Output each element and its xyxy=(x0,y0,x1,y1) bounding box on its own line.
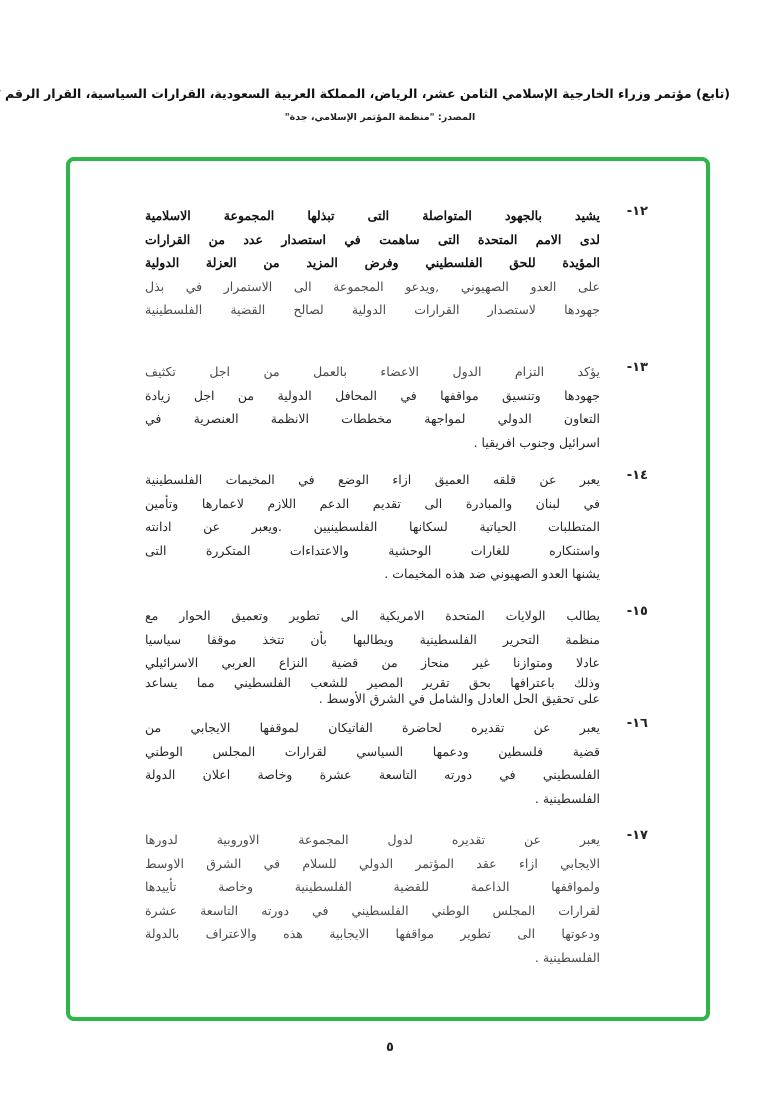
item-number: ١٤- xyxy=(626,468,648,483)
item-line: المتطلبات الحياتية لسكانها الفلسطينيين .ويعبر عن ادانته xyxy=(145,519,600,534)
item-line: الفلسطيني في دورته التاسعة عشرة وخاصة اعلان الدولة xyxy=(145,767,600,782)
resolution-item-13 xyxy=(145,360,648,454)
item-line: التعاون الدولي لمواجهة مخططات الانظمة العنصرية في xyxy=(145,411,600,426)
resolution-item-17 xyxy=(145,828,648,969)
item-line: واستنكاره للغارات الوحشية والاعتداءات المتكررة التى xyxy=(145,542,600,558)
page-number: ٥ xyxy=(386,1040,394,1055)
item-number: ١٢- xyxy=(626,204,648,219)
item-line: يعبر عن تقديره لدول المجموعة الاوروبية لدورها xyxy=(145,832,600,847)
item-line: اسرائيل وجنوب افريقيا . xyxy=(473,434,600,450)
item-line: جهودها لاستصدار القرارات الدولية لصالح القضية الفلسطينية xyxy=(145,302,600,317)
item-line: قضية فلسطين ودعمها السياسي لقرارات المجلس الوطني xyxy=(145,743,600,759)
item-line: لدى الامم المتحدة التى ساهمت في استصدار عدد من القرارات xyxy=(145,231,600,247)
item-line: عادلا ومتوازنا غير منحاز من قضية النزاع العربي الاسرائيلي xyxy=(145,655,600,670)
item-line: الايجابي ازاء عقد المؤتمر الدولي للسلام في الشرق الاوسط xyxy=(145,855,600,871)
item-line: في لبنان والمبادرة الى تقديم الدعم اللازم لاعمارها وتأمين xyxy=(145,495,600,511)
item-line: يعبر عن قلقه العميق ازاء الوضع في المخيمات الفلسطينية xyxy=(145,472,600,487)
resolution-item-12 xyxy=(145,204,648,322)
item-line: يشيد بالجهود المتواصلة التى تبذلها المجموعة الاسلامية xyxy=(145,208,600,223)
item-line: ولمواقفها الداعمة للقضية الفلسطينية وخاصة تأييدها xyxy=(145,879,600,894)
item-line: يطالب الولايات المتحدة الامريكية الى تطوير وتعميق الحوار مع xyxy=(145,608,600,623)
item-number: ١٦- xyxy=(626,716,648,731)
resolution-item-14 xyxy=(145,468,648,586)
item-number: ١٥- xyxy=(626,604,648,619)
item-line: على العدو الصهيوني ,ويدعو المجموعة الى الاستمرار في بذل xyxy=(145,278,600,294)
item-line: لقرارات المجلس الوطني الفلسطيني في دورته التاسعة عشرة xyxy=(145,902,600,918)
item-line: الفلسطينية . xyxy=(534,949,600,965)
resolution-item-16 xyxy=(145,716,648,810)
document-source: المصدر: "منظمة المؤتمر الإسلامي، جدة" xyxy=(284,112,476,123)
item-line: الفلسطينية . xyxy=(534,790,600,806)
item-line: جهودها وتنسيق مواقفها في المحافل الدولية من اجل زيادة xyxy=(145,387,600,403)
item-line: يؤكد التزام الدول الاعضاء بالعمل من اجل تكثيف xyxy=(145,364,600,379)
item-line: يعبر عن تقديره لحاضرة الفاتيكان لموقفها الايجابي من xyxy=(145,720,600,735)
item-line: المؤيدة للحق الفلسطيني وفرض المزيد من العزلة الدولية xyxy=(145,255,600,270)
item-line: يشنها العدو الصهيوني ضد هذه المخيمات . xyxy=(384,566,600,581)
item-number: ١٣- xyxy=(626,360,648,375)
item-line: وذلك باعترافها بحق تقرير المصير للشعب الفلسطيني مما يساعد xyxy=(145,674,600,690)
item-line: على تحقيق الحل العادل والشامل في الشرق الأوسط . xyxy=(318,690,600,706)
document-header-title: (تابع) مؤتمر وزراء الخارجية الإسلامي الثامن عشر، الرياض، المملكة العربية السعودية، القرارات السياسية، القرار الرقم xyxy=(5,86,730,101)
item-number: ١٧- xyxy=(626,828,648,843)
item-line: ودعوتها الى تطوير مواقفها الايجابية هذه والاعتراف بالدولة xyxy=(145,926,600,941)
item-line: منظمة التحرير الفلسطينية ويطالبها بأن تتخذ موقفا سياسيا xyxy=(145,631,600,647)
resolution-item-15 xyxy=(145,604,648,707)
